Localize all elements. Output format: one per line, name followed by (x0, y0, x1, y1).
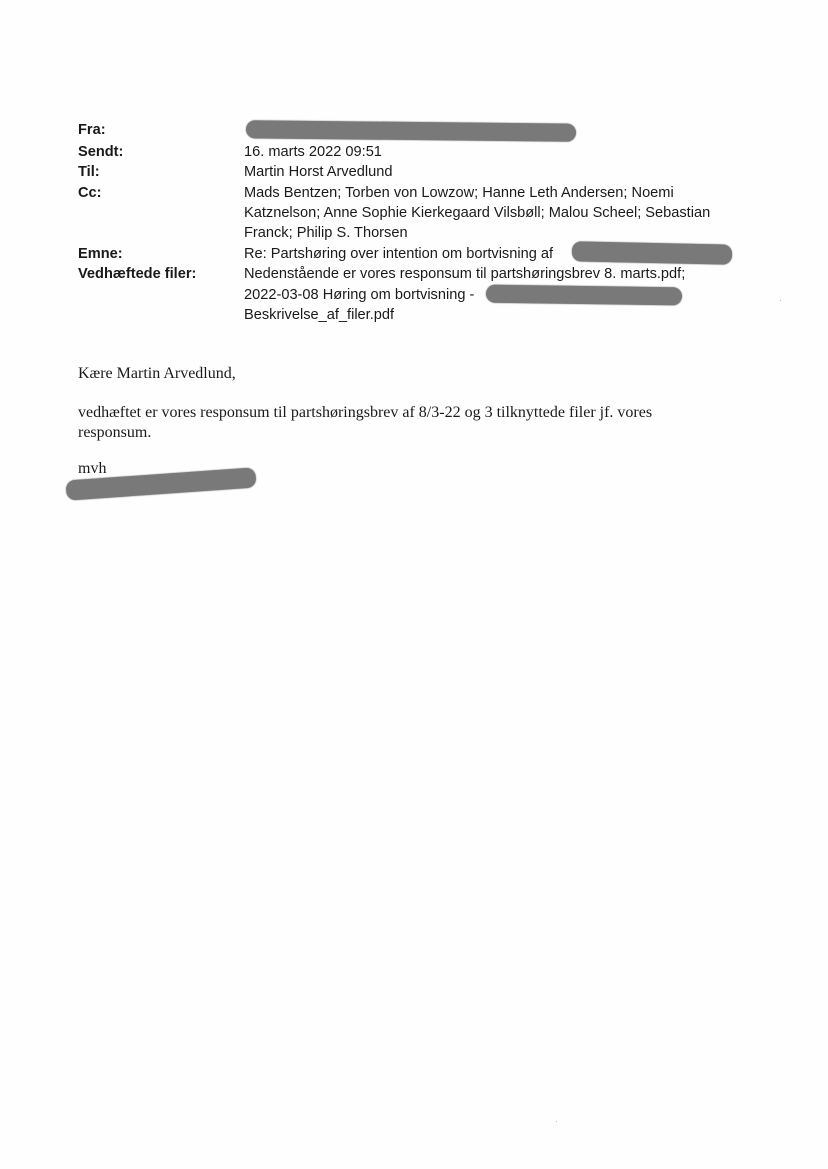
cc-line: Mads Bentzen; Torben von Lowzow; Hanne Leth Andersen; Noemi (244, 185, 674, 201)
cc-label: Cc: (78, 185, 102, 201)
attachment-line: Nedenstående er vores responsum til partshøringsbrev 8. marts.pdf; (244, 266, 686, 282)
attachment-line: 2022-03-08 Høring om bortvisning - (244, 287, 475, 303)
attachments-label: Vedhæftede filer: (78, 266, 197, 282)
subject-value: Re: Partshøring over intention om bortvisning af (244, 246, 554, 262)
sent-value: 16. marts 2022 09:51 (244, 144, 382, 160)
attachment-line: Beskrivelse_af_filer.pdf (244, 307, 395, 323)
greeting: Kære Martin Arvedlund, (78, 365, 236, 382)
redacted-attachment-name (486, 285, 682, 306)
signoff: mvh (78, 460, 107, 477)
subject-label: Emne: (78, 246, 123, 262)
cc-line: Katznelson; Anne Sophie Kierkegaard Vilsbøll; Malou Scheel; Sebastian (244, 205, 711, 221)
to-value: Martin Horst Arvedlund (244, 164, 393, 180)
body-paragraph-line: vedhæftet er vores responsum til partshøringsbrev af 8/3-22 og 3 tilknyttede filer jf. vores (78, 404, 653, 421)
cc-line: Franck; Philip S. Thorsen (244, 225, 408, 241)
redacted-subject-name (572, 241, 732, 264)
redacted-sender (246, 120, 576, 141)
from-label: Fra: (78, 122, 106, 138)
body-paragraph-line: responsum. (78, 424, 152, 441)
scan-speck (780, 300, 781, 301)
sent-label: Sendt: (78, 144, 124, 160)
to-label: Til: (78, 164, 100, 180)
scan-speck (556, 1121, 557, 1122)
